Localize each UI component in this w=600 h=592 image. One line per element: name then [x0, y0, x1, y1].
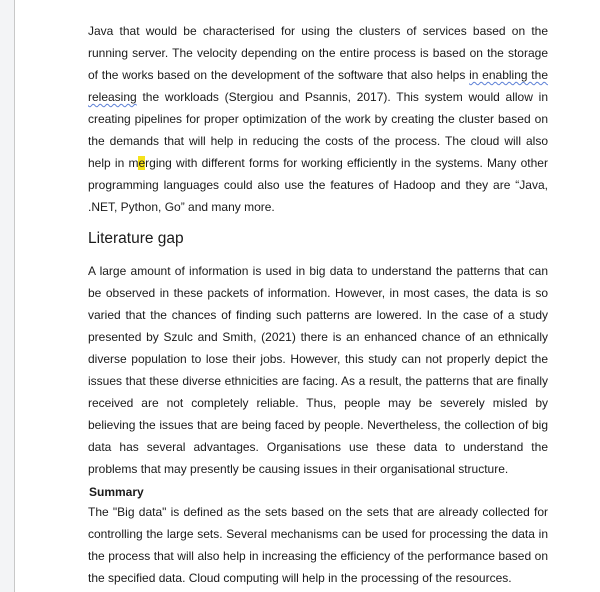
text-cursor-highlight: e [138, 156, 146, 170]
paragraph-intro[interactable] [88, 20, 548, 218]
document-body[interactable] [88, 20, 548, 589]
text-run: Java that would be characterised for using the clusters of services based on the running server. The velocity depending on the entire process is based on the storage of the works based on the development of the software that also helps [88, 24, 548, 82]
document-page[interactable] [15, 0, 600, 592]
spellcheck-flagged-text[interactable]: in enabling the releasing [88, 68, 548, 104]
heading-summary: Summary [89, 485, 144, 499]
text-run: the workloads (Stergiou and Psannis, 2017). This system would allow in creating pipelines for proper optimization of the work by creating the cluster based on the demands that will help in reducing the costs of the process. The cloud will also help in m [88, 90, 548, 170]
text-run: rging with different forms for working efficiently in the systems. Many other programming languages could also use the features of Hadoop and they are “Java, .NET, Python, Go” and many more. [88, 156, 548, 214]
left-gutter [0, 0, 15, 592]
paragraph-summary[interactable]: The "Big data" is defined as the sets based on the sets that are already collected for controlling the large sets. Several mechanisms can be used for processing the data in the process that will also help in increasing the efficiency of the performance based on the specified data. Cloud computing will help in the processing of the resources. [88, 505, 548, 585]
heading-literature-gap: Literature gap [88, 230, 184, 247]
paragraph-literature-gap[interactable]: A large amount of information is used in big data to understand the patterns that can be observed in these packets of information. However, in most cases, the data is so varied that the chances of finding such patterns are lowered. In the case of a study presented by Szulc and Smith, (2021) there is an enhanced chance of an ethnically diverse population to lose their jobs. However, this study can not properly depict the issues that these diverse ethnicities are facing. As a result, the patterns that are finally received are not completely reliable. Thus, people may be severely misled by believing the issues that are being faced by people. Nevertheless, the collection of big data has several advantages. Organisations use these data to understand the problems that may presently be causing issues in their organisational structure. [88, 264, 548, 476]
